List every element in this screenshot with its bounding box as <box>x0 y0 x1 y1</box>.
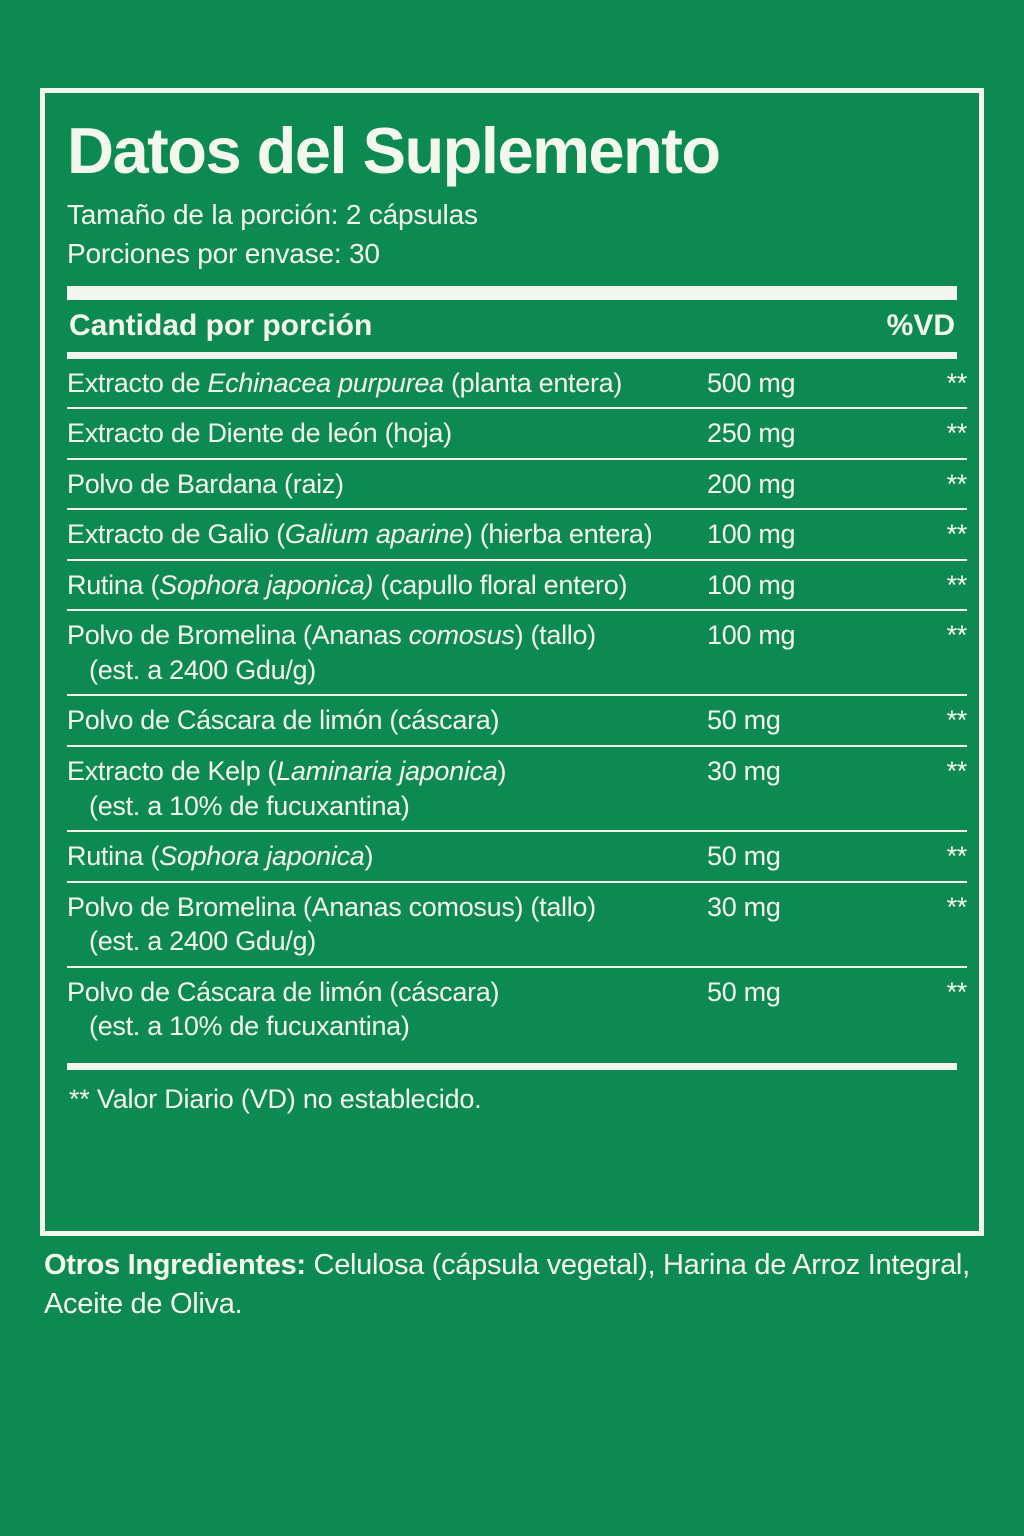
table-row <box>67 610 967 695</box>
table-row <box>67 882 967 967</box>
ingredient-name <box>67 459 707 510</box>
ingredients-table <box>67 359 967 1051</box>
ingredient-name-italic: Galium aparine <box>284 519 464 550</box>
supplement-facts-inner <box>45 93 979 1115</box>
ingredient-name-italic: Sophora japonica <box>159 841 365 872</box>
ingredient-subnote: (est. a 2400 Gdu/g) <box>89 654 316 685</box>
ingredient-name-pre: Extracto de Diente de león (hoja) <box>67 418 452 449</box>
ingredient-dv: ** <box>877 882 967 967</box>
ingredient-name-pre: Rutina ( <box>67 569 160 600</box>
ingredient-name-italic: comosus <box>408 620 515 651</box>
page-title: Datos del Suplemento <box>67 114 720 187</box>
table-row <box>67 967 967 1051</box>
ingredient-amount: 250 mg <box>707 408 877 459</box>
table-row <box>67 831 967 882</box>
ingredient-name-pre: Extracto de Galio ( <box>67 519 285 550</box>
table-row <box>67 359 967 409</box>
ingredient-amount: 500 mg <box>707 367 796 398</box>
ingredient-dv: ** <box>946 367 967 398</box>
ingredient-name-post: (capullo floral entero) <box>373 569 628 600</box>
ingredient-name-italic: Sophora japonica) <box>159 569 374 600</box>
ingredient-dv: ** <box>877 967 967 1051</box>
ingredient-dv: ** <box>877 831 967 882</box>
ingredients-table-body <box>67 359 967 1051</box>
other-ingredients <box>44 1246 984 1324</box>
ingredient-name-pre: Extracto de Kelp ( <box>67 756 277 786</box>
ingredient-name <box>67 831 707 882</box>
supplement-facts-panel <box>40 88 984 1236</box>
ingredient-name-post: ) (hierba entera) <box>463 519 653 550</box>
table-row <box>67 509 967 560</box>
ingredient-dv: ** <box>877 560 967 611</box>
ingredient-dv: ** <box>877 610 967 695</box>
ingredient-name-post: (planta entera) <box>443 367 623 398</box>
ingredient-name-pre: Polvo de Bromelina (Ananas <box>67 620 409 651</box>
ingredient-name <box>67 359 707 409</box>
daily-value-footnote: ** Valor Diario (VD) no establecido. <box>69 1083 482 1114</box>
table-row <box>67 560 967 611</box>
ingredient-amount: 50 mg <box>707 831 877 882</box>
ingredient-subnote: (est. a 2400 Gdu/g) <box>89 926 316 957</box>
other-ingredients-text: Celulosa (cápsula vegetal), Harina de Arroz Integral, Aceite de Oliva. <box>44 1249 970 1321</box>
ingredient-amount: 50 mg <box>707 695 877 746</box>
ingredient-name-post: ) <box>497 756 507 786</box>
other-ingredients-label: Otros Ingredientes: <box>44 1249 306 1281</box>
amount-per-serving-label: Cantidad por porción <box>69 308 373 342</box>
ingredient-dv: ** <box>877 746 967 831</box>
ingredient-name-pre: Polvo de Cáscara de limón (cáscara) <box>67 705 500 736</box>
ingredient-name <box>67 967 707 1051</box>
ingredient-name <box>67 408 707 459</box>
table-row <box>67 695 967 746</box>
divider-medium <box>67 352 957 359</box>
ingredient-subnote: (est. a 10% de fucuxantina) <box>89 1011 410 1042</box>
ingredient-name <box>67 695 707 746</box>
ingredient-name <box>67 610 707 695</box>
ingredient-amount: 30 mg <box>707 882 877 967</box>
ingredient-name-italic: Echinacea purpurea <box>207 367 444 398</box>
ingredient-amount: 100 mg <box>707 509 877 560</box>
ingredient-name-post: ) (tallo) <box>514 620 596 651</box>
ingredient-name <box>67 560 707 611</box>
serving-size: Tamaño de la porción: 2 cápsulas <box>67 199 478 231</box>
table-row <box>67 746 967 831</box>
ingredient-name <box>67 746 707 831</box>
servings-per-container: Porciones por envase: 30 <box>67 238 380 270</box>
daily-value-label: %VD <box>886 308 955 342</box>
ingredient-name-pre: Polvo de Bromelina (Ananas comosus) (tallo) <box>67 891 596 922</box>
ingredient-amount: 100 mg <box>707 560 877 611</box>
ingredient-name-pre: Extracto de <box>67 367 208 398</box>
amount-header-row <box>67 300 957 352</box>
divider-thick-top <box>67 286 957 300</box>
table-row <box>67 408 967 459</box>
ingredient-amount: 100 mg <box>707 610 877 695</box>
ingredient-name-italic: Laminaria japonica <box>276 756 498 786</box>
ingredient-amount: 200 mg <box>707 459 877 510</box>
ingredient-dv: ** <box>877 695 967 746</box>
ingredient-dv: ** <box>877 459 967 510</box>
table-row <box>67 459 967 510</box>
ingredient-name-pre: Polvo de Cáscara de limón (cáscara) <box>67 976 500 1007</box>
divider-medium-bottom <box>67 1063 957 1070</box>
ingredient-subnote: (est. a 10% de fucuxantina) <box>89 790 410 821</box>
ingredient-name-pre: Rutina ( <box>67 841 160 872</box>
ingredient-name <box>67 882 707 967</box>
ingredient-amount: 50 mg <box>707 967 877 1051</box>
ingredient-name <box>67 509 707 560</box>
ingredient-amount: 30 mg <box>707 746 877 831</box>
ingredient-name-pre: Polvo de Bardana (raiz) <box>67 468 344 499</box>
ingredient-name-post: ) <box>364 841 374 872</box>
ingredient-dv: ** <box>877 509 967 560</box>
ingredient-dv: ** <box>877 408 967 459</box>
